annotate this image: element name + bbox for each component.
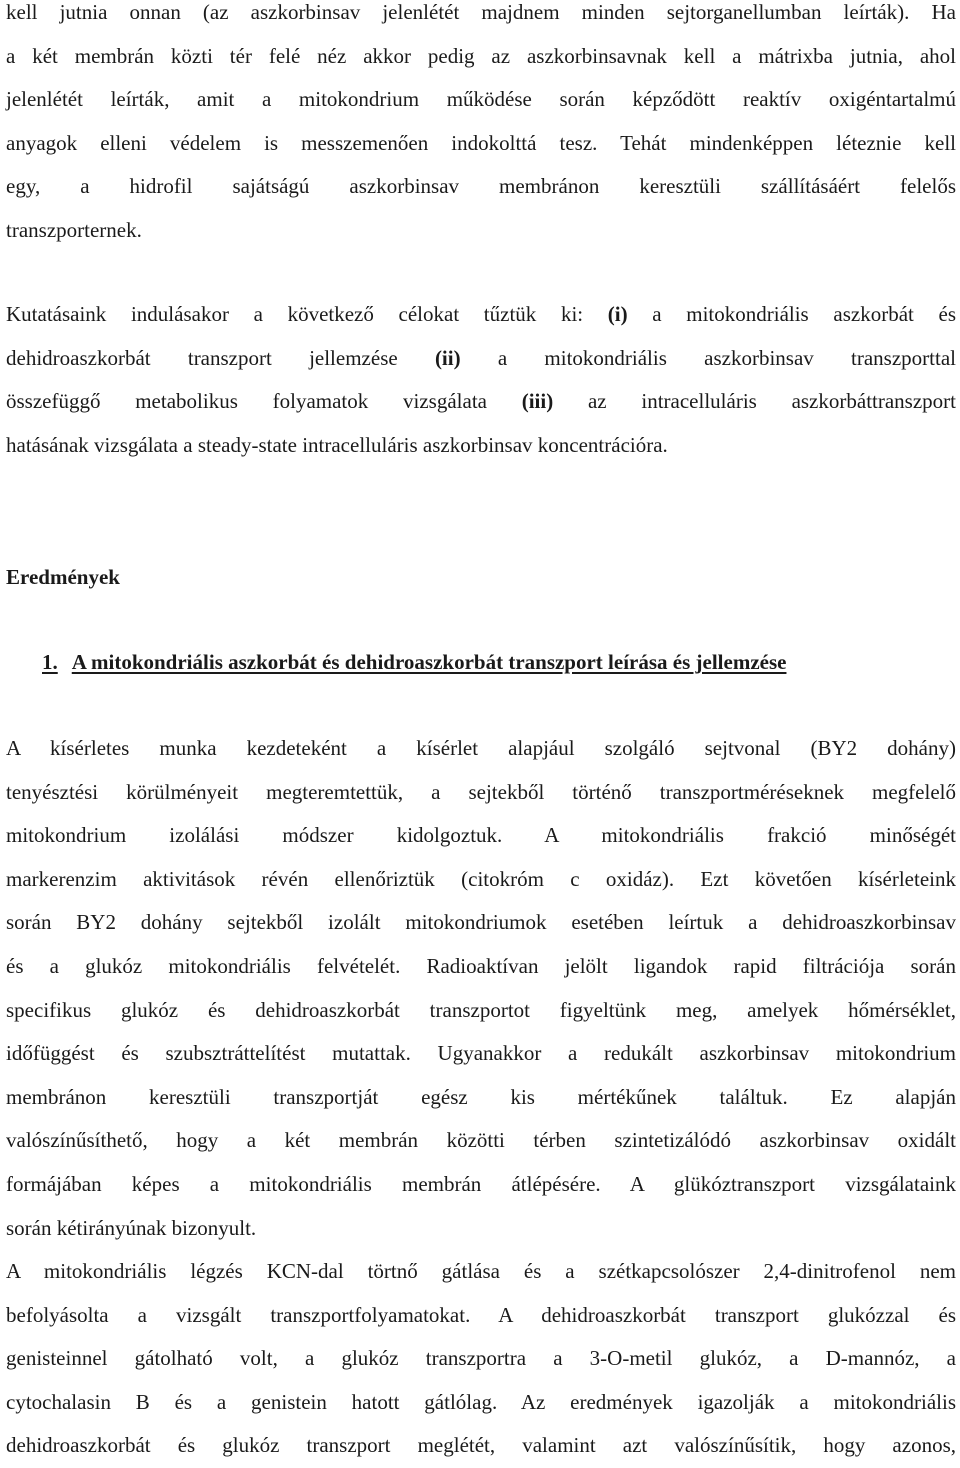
paragraph-research-aims (6, 293, 956, 467)
text-line: transzporternek. (6, 217, 142, 242)
text-segment: összefüggő metabolikus folyamatok vizsgálata (6, 389, 522, 414)
text-line: membránon keresztüli transzportját egész kis mértékűnek találtuk. Ez alapján (6, 1084, 956, 1109)
subsection-heading (6, 646, 956, 678)
text-line: tenyésztési körülményeit megteremtettük, a sejtekből történő transzportméréseknek megfelelő (6, 779, 956, 804)
subsection-title: A mitokondriális aszkorbát és dehidroaszkorbát transzport leírása és jellemzése (71, 650, 787, 674)
text-line: hatásának vizsgálata a steady-state intracelluláris aszkorbinsav koncentrációra. (6, 432, 668, 457)
text-line: A mitokondriális légzés KCN-dal törtnő gátlása és a szétkapcsolószer 2,4-dinitrofenol nem (6, 1259, 956, 1283)
text-line: valószínűsíthető, hogy a két membrán közötti térben szintetizálódó aszkorbinsav oxidált (6, 1128, 956, 1153)
paragraph-experimental-work (6, 727, 956, 1250)
text-line: dehidroaszkorbát és glukóz transzport meglétét, valamint azt valószínűsítik, hogy azonos, (6, 1433, 956, 1458)
text-line (6, 380, 956, 424)
text-line: során kétirányúnak bizonyult. (6, 1215, 257, 1240)
text-line: során BY2 dohány sejtekből izolált mitokondriumok esetében leírtuk a dehidroaszkorbinsav (6, 910, 956, 935)
text-line: befolyásolta a vizsgált transzportfolyamatokat. A dehidroaszkorbát transzport glukózzal és (6, 1302, 956, 1327)
paragraph-membrane-transport (6, 0, 956, 253)
aim-marker: (i) (607, 302, 628, 326)
text-line: specifikus glukóz és dehidroaszkorbát transzportot figyeltünk meg, amelyek hőmérséklet, (6, 997, 956, 1022)
text-line: kell jutnia onnan (az aszkorbinsav jelenlétét majdnem minden sejtorganellumban leírták). Ha (6, 0, 956, 24)
text-line: és a glukóz mitokondriális felvételét. Radioaktívan jelölt ligandok rapid filtrációja során (6, 953, 956, 978)
section-heading: Eredmények (6, 565, 120, 589)
text-segment: Kutatásaink indulásakor a következő célokat tűztük ki: (6, 302, 608, 326)
text-segment: a mitokondriális aszkorbinsav transzporttal (460, 345, 956, 370)
aim-marker: (iii) (521, 389, 554, 414)
text-segment: a mitokondriális aszkorbát és (627, 302, 956, 326)
text-segment: dehidroaszkorbát transzport jellemzése (6, 345, 435, 370)
paragraph-inhibition-results (6, 1250, 956, 1468)
text-segment: az intracelluláris aszkorbáttranszport (553, 389, 956, 414)
text-line: jelenlétét leírták, amit a mitokondrium működése során képződött reaktív oxigéntartalmú (6, 87, 956, 112)
text-line: a két membrán közti tér felé néz akkor pedig az aszkorbinsavnak kell a mátrixba jutnia, ahol (6, 43, 956, 68)
text-line: anyagok elleni védelem is messzemenően indokolttá tesz. Tehát mindenképpen léteznie kell (6, 130, 956, 155)
text-line (6, 337, 956, 381)
subsection-number: 1. (42, 650, 58, 674)
text-line: formájában képes a mitokondriális membrán átlépésére. A glükóztranszport vizsgálataink (6, 1171, 956, 1196)
text-line: mitokondrium izolálási módszer kidolgoztuk. A mitokondriális frakció minőségét (6, 823, 956, 848)
text-line: A kísérletes munka kezdeteként a kísérlet alapjául szolgáló sejtvonal (BY2 dohány) (6, 736, 956, 760)
text-line: időfüggést és szubsztráttelítést mutattak. Ugyanakkor a redukált aszkorbinsav mitokondrium (6, 1041, 956, 1066)
text-line: genisteinnel gátolható volt, a glukóz transzportra a 3-O-metil glukóz, a D-mannóz, a (6, 1346, 956, 1371)
text-line: cytochalasin B és a genistein hatott gátlólag. Az eredmények igazolják a mitokondriális (6, 1389, 956, 1414)
text-line: egy, a hidrofil sajátságú aszkorbinsav membránon keresztüli szállításáért felelős (6, 174, 956, 199)
aim-marker: (ii) (434, 345, 461, 370)
text-line: markerenzim aktivitások révén ellenőriztük (citokróm c oxidáz). Ezt követően kísérleteink (6, 866, 956, 891)
text-line (6, 293, 956, 337)
